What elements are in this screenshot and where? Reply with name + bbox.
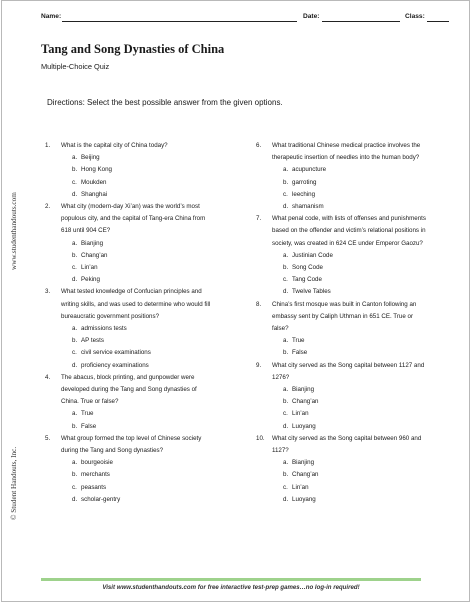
questions-left-column bbox=[45, 140, 255, 506]
option-text: Lin’an bbox=[292, 410, 309, 418]
questions-right-column bbox=[256, 140, 466, 506]
option-text: Luoyang bbox=[292, 422, 316, 430]
page-title: Tang and Song Dynasties of China bbox=[41, 42, 225, 56]
option-letter: a. bbox=[72, 410, 78, 418]
option-text: Tang Code bbox=[292, 276, 322, 284]
option-letter: b. bbox=[72, 166, 78, 174]
answer-option[interactable] bbox=[256, 164, 466, 176]
option-text: proficiency examinations bbox=[81, 361, 149, 369]
answer-option[interactable] bbox=[45, 335, 255, 347]
question-text: therapeutic insertion of needles into the human body? bbox=[272, 154, 420, 162]
question bbox=[256, 140, 466, 164]
answer-option[interactable] bbox=[45, 250, 255, 262]
question-number: 7. bbox=[256, 215, 262, 223]
answer-option[interactable] bbox=[256, 335, 466, 347]
sidebar-copyright: © Student Handouts, Inc. bbox=[10, 446, 18, 520]
option-letter: b. bbox=[72, 337, 78, 345]
question-text: What penal code, with lists of offenses and punishments bbox=[272, 215, 426, 223]
option-text: peasants bbox=[81, 483, 107, 491]
question bbox=[45, 286, 255, 323]
answer-option[interactable] bbox=[45, 189, 255, 201]
option-text: False bbox=[292, 349, 308, 357]
question-number: 4. bbox=[45, 373, 51, 381]
option-letter: a. bbox=[72, 325, 78, 333]
option-text: True bbox=[292, 337, 305, 345]
option-letter: a. bbox=[72, 154, 78, 162]
question-number: 1. bbox=[45, 142, 51, 149]
question-text: What is the capital city of China today? bbox=[61, 142, 168, 149]
question-text: populous city, and the capital of Tang-era China from bbox=[61, 215, 206, 223]
question-number: 5. bbox=[45, 434, 51, 442]
option-letter: a. bbox=[283, 251, 289, 259]
answer-option[interactable] bbox=[256, 408, 466, 420]
option-letter: d. bbox=[72, 190, 78, 198]
option-letter: b. bbox=[283, 264, 289, 272]
option-letter: d. bbox=[72, 361, 78, 369]
question-text: What group formed the top level of Chinese society bbox=[61, 434, 202, 442]
option-letter: d. bbox=[283, 422, 289, 430]
question-text: 1127? bbox=[272, 447, 289, 455]
answer-option[interactable] bbox=[45, 469, 255, 481]
option-letter: c. bbox=[72, 483, 77, 491]
answer-option[interactable] bbox=[45, 238, 255, 250]
option-letter: a. bbox=[72, 239, 78, 247]
option-text: Chang’an bbox=[81, 251, 108, 259]
option-text: AP tests bbox=[81, 337, 104, 345]
answer-option[interactable] bbox=[256, 469, 466, 481]
option-text: Bianjing bbox=[81, 239, 104, 247]
question-text: during the Tang and Song dynasties? bbox=[61, 447, 164, 455]
question bbox=[256, 360, 466, 384]
option-letter: c. bbox=[283, 483, 288, 491]
question-text: society, was created in 624 CE under Emperor Gaozu? bbox=[272, 239, 423, 247]
answer-option[interactable] bbox=[256, 274, 466, 286]
answer-option[interactable] bbox=[45, 177, 255, 189]
option-letter: c. bbox=[283, 276, 288, 284]
answer-option[interactable] bbox=[45, 360, 255, 372]
option-letter: b. bbox=[283, 178, 289, 186]
option-letter: d. bbox=[283, 203, 289, 211]
answer-option[interactable] bbox=[45, 262, 255, 274]
answer-option[interactable] bbox=[256, 201, 466, 213]
question bbox=[45, 372, 255, 409]
question-text: What tested knowledge of Confucian principles and bbox=[61, 288, 202, 296]
answer-option[interactable] bbox=[45, 152, 255, 164]
option-text: garroting bbox=[292, 178, 317, 186]
option-text: Bianjing bbox=[292, 386, 315, 394]
question-text: China. True or false? bbox=[61, 398, 119, 406]
option-letter: b. bbox=[283, 471, 289, 479]
question bbox=[256, 299, 466, 336]
option-letter: c. bbox=[283, 190, 288, 198]
option-letter: b. bbox=[72, 422, 78, 430]
option-text: Shanghai bbox=[81, 190, 108, 198]
option-text: Beijing bbox=[81, 154, 100, 162]
option-text: acupuncture bbox=[292, 166, 327, 174]
option-text: Twelve Tables bbox=[292, 288, 331, 296]
question-text: bureaucratic government positions? bbox=[61, 312, 160, 320]
footer-text: Visit www.studenthandouts.com for free interactive test-prep games…no log-in required! bbox=[102, 584, 360, 591]
question-text: developed during the Tang and Song dynasties of bbox=[61, 386, 197, 394]
question-number: 10. bbox=[256, 434, 265, 442]
question-number: 8. bbox=[256, 300, 262, 308]
option-letter: b. bbox=[72, 471, 78, 479]
option-text: scholar-gentry bbox=[81, 495, 121, 503]
question-text: What city (modern-day Xi’an) was the world’s most bbox=[61, 203, 200, 211]
question bbox=[256, 213, 466, 250]
question bbox=[45, 140, 255, 152]
option-text: bourgeoisie bbox=[81, 459, 113, 467]
option-text: True bbox=[81, 410, 94, 418]
answer-option[interactable] bbox=[256, 250, 466, 262]
answer-option[interactable] bbox=[256, 494, 466, 506]
question-number: 9. bbox=[256, 361, 262, 369]
answer-option[interactable] bbox=[45, 408, 255, 420]
answer-option[interactable] bbox=[45, 274, 255, 286]
question-text: What city served as the Song capital between 1127 and bbox=[272, 361, 425, 369]
name-field[interactable] bbox=[62, 21, 297, 22]
option-letter: a. bbox=[283, 337, 289, 345]
option-letter: d. bbox=[283, 495, 289, 503]
question-text: based on the offender and victim’s relational positions in bbox=[272, 227, 426, 235]
question-text: China’s first mosque was built in Canton following an bbox=[272, 300, 417, 308]
question-text: writing skills, and was used to determine who would fill bbox=[61, 300, 211, 308]
question bbox=[45, 433, 255, 457]
question bbox=[45, 201, 255, 238]
sidebar-url: www.studenthandouts.com bbox=[10, 192, 18, 270]
option-letter: d. bbox=[72, 276, 78, 284]
answer-option[interactable] bbox=[256, 286, 466, 298]
question-number: 2. bbox=[45, 203, 51, 211]
name-label: Name: bbox=[41, 13, 62, 20]
page-subtitle: Multiple-Choice Quiz bbox=[41, 62, 110, 71]
answer-option[interactable] bbox=[256, 457, 466, 469]
answer-option[interactable] bbox=[256, 262, 466, 274]
question-text: 1276? bbox=[272, 373, 290, 381]
option-text: False bbox=[81, 422, 97, 430]
option-letter: c. bbox=[72, 349, 77, 357]
answer-option[interactable] bbox=[45, 482, 255, 494]
answer-option[interactable] bbox=[256, 421, 466, 433]
option-text: Luoyang bbox=[292, 495, 316, 503]
question-text: The abacus, block printing, and gunpowder were bbox=[61, 373, 195, 381]
option-text: Chang’an bbox=[292, 471, 319, 479]
option-text: Chang’an bbox=[292, 398, 319, 406]
question-text: What traditional Chinese medical practice involves the bbox=[272, 142, 421, 149]
answer-option[interactable] bbox=[45, 457, 255, 469]
option-text: merchants bbox=[81, 471, 110, 479]
answer-option[interactable] bbox=[45, 347, 255, 359]
option-letter: a. bbox=[283, 459, 289, 467]
question-text: false? bbox=[272, 325, 289, 333]
option-letter: d. bbox=[283, 288, 289, 296]
class-field[interactable] bbox=[427, 21, 449, 22]
answer-option[interactable] bbox=[256, 347, 466, 359]
answer-option[interactable] bbox=[256, 396, 466, 408]
option-text: Hong Kong bbox=[81, 166, 112, 174]
option-letter: c. bbox=[283, 410, 288, 418]
answer-option[interactable] bbox=[256, 177, 466, 189]
question-number: 3. bbox=[45, 288, 51, 296]
option-letter: c. bbox=[72, 178, 77, 186]
footer-divider bbox=[41, 578, 421, 581]
option-text: Justinian Code bbox=[292, 251, 333, 259]
question-text: 618 until 904 CE? bbox=[61, 227, 111, 235]
question-text: What city served as the Song capital between 960 and bbox=[272, 434, 422, 442]
date-field[interactable] bbox=[322, 21, 400, 22]
option-text: civil service examinations bbox=[81, 349, 151, 357]
option-text: Bianjing bbox=[292, 459, 315, 467]
option-text: leeching bbox=[292, 190, 316, 198]
question-text: embassy sent by Caliph Uthman in 651 CE. True or bbox=[272, 312, 414, 320]
option-letter: b. bbox=[72, 251, 78, 259]
answer-option[interactable] bbox=[256, 482, 466, 494]
option-letter: a. bbox=[283, 166, 289, 174]
question-number: 6. bbox=[256, 142, 262, 149]
answer-option[interactable] bbox=[45, 494, 255, 506]
option-letter: c. bbox=[72, 264, 77, 272]
option-letter: d. bbox=[72, 495, 78, 503]
option-text: Lin’an bbox=[81, 264, 98, 272]
class-label: Class: bbox=[405, 13, 425, 20]
question bbox=[256, 433, 466, 457]
date-label: Date: bbox=[303, 13, 320, 20]
answer-option[interactable] bbox=[45, 421, 255, 433]
option-text: Moukden bbox=[81, 178, 107, 186]
answer-option[interactable] bbox=[256, 189, 466, 201]
option-text: Lin’an bbox=[292, 483, 309, 491]
answer-option[interactable] bbox=[256, 384, 466, 396]
option-letter: b. bbox=[283, 398, 289, 406]
answer-option[interactable] bbox=[45, 323, 255, 335]
answer-option[interactable] bbox=[45, 164, 255, 176]
option-text: Song Code bbox=[292, 264, 323, 272]
option-text: Peking bbox=[81, 276, 100, 284]
option-letter: b. bbox=[283, 349, 289, 357]
directions: Directions: Select the best possible answer from the given options. bbox=[47, 98, 283, 107]
option-text: shamanism bbox=[292, 203, 324, 211]
option-letter: a. bbox=[283, 386, 289, 394]
option-text: admissions tests bbox=[81, 325, 127, 333]
option-letter: a. bbox=[72, 459, 78, 467]
